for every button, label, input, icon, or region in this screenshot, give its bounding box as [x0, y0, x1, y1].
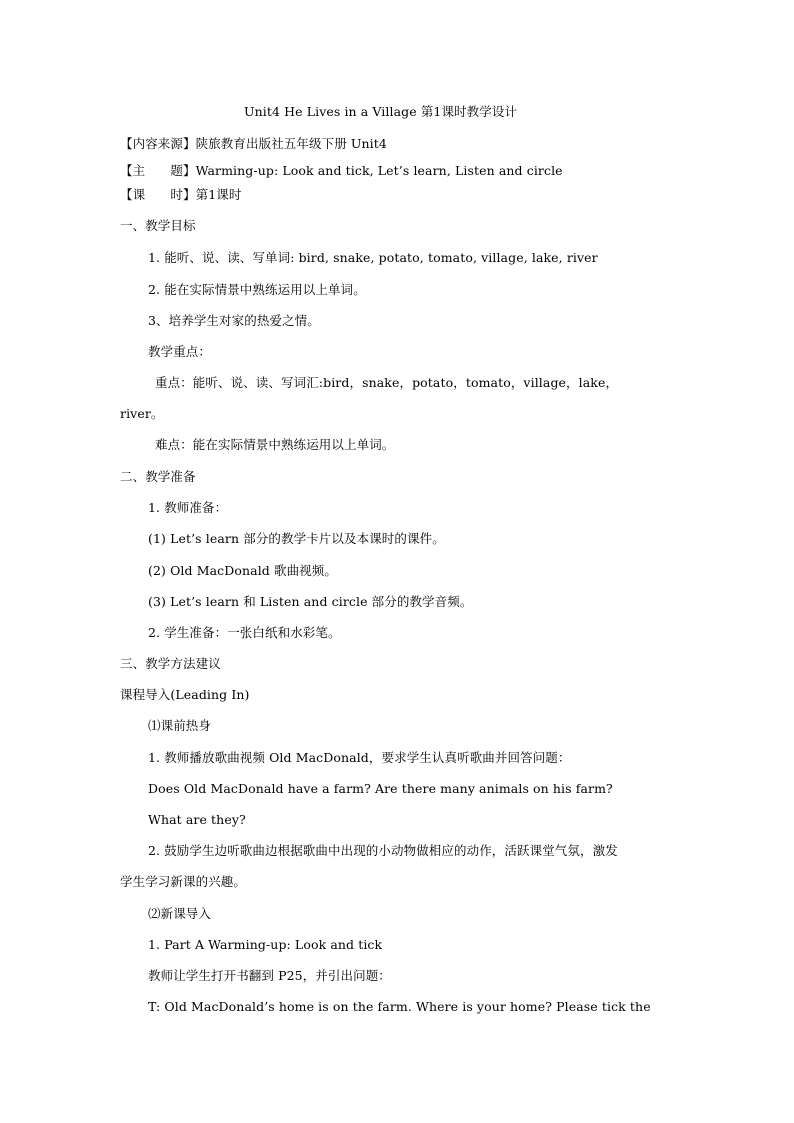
part-a-warming-up: 1. Part A Warming-up: Look and tick [148, 937, 383, 952]
key-point-line-2: river。 [120, 406, 164, 421]
student-preparation: 2. 学生准备：一张白纸和水彩笔。 [148, 625, 341, 640]
key-point-line-1: 重点：能听、说、读、写词汇:bird，snake，potato，tomato，village，lake， [155, 375, 619, 390]
song-question-line-1: Does Old MacDonald have a farm? Are there many animals on his farm? [148, 781, 613, 796]
objective-2: 2. 能在实际情景中熟练运用以上单词。 [148, 282, 366, 297]
teacher-preparation: 1. 教师准备： [148, 500, 228, 515]
document-title: Unit4 He Lives in a Village 第1课时教学设计 [244, 104, 518, 119]
prep-item-1: (1) Let’s learn 部分的教学卡片以及本课时的课件。 [148, 531, 445, 546]
section-heading-methods: 三、教学方法建议 [120, 656, 221, 671]
content-source: 【内容来源】陕旅教育出版社五年级下册 Unit4 [120, 136, 387, 151]
lead-in-heading: 课程导入(Leading In) [120, 687, 250, 702]
teacher-dialogue-line: T: Old MacDonald’s home is on the farm. Where is your home? Please tick the [148, 999, 651, 1014]
teacher-instruction: 教师让学生打开书翻到 P25，并引出问题： [148, 968, 391, 983]
new-lesson-heading: ⑵新课导入 [148, 906, 212, 921]
key-points-heading: 教学重点： [148, 344, 212, 359]
song-question-line-2: What are they? [148, 812, 246, 827]
difficult-point: 难点：能在实际情景中熟练运用以上单词。 [155, 437, 395, 452]
section-heading-preparation: 二、教学准备 [120, 469, 196, 484]
lesson-theme: 【主 题】Warming-up: Look and tick, Let’s learn, Listen and circle [120, 163, 563, 178]
objective-3: 3、培养学生对家的热爱之情。 [148, 313, 320, 328]
warmup-step-2-line-1: 2. 鼓励学生边听歌曲边根据歌曲中出现的小动物做相应的动作，活跃课堂气氛，激发 [148, 843, 618, 858]
section-heading-objectives: 一、教学目标 [120, 218, 196, 233]
objective-1: 1. 能听、说、读、写单词: bird, snake, potato, tomato, village, lake, river [148, 250, 598, 265]
prep-item-2: (2) Old MacDonald 歌曲视频。 [148, 563, 337, 578]
warmup-heading: ⑴课前热身 [148, 718, 212, 733]
lesson-period: 【课 时】第1课时 [120, 187, 242, 202]
warmup-step-1: 1. 教师播放歌曲视频 Old MacDonald，要求学生认真听歌曲并回答问题： [148, 750, 571, 765]
warmup-step-2-line-2: 学生学习新课的兴趣。 [120, 874, 247, 889]
prep-item-3: (3) Let’s learn 和 Listen and circle 部分的教学音频。 [148, 594, 473, 609]
